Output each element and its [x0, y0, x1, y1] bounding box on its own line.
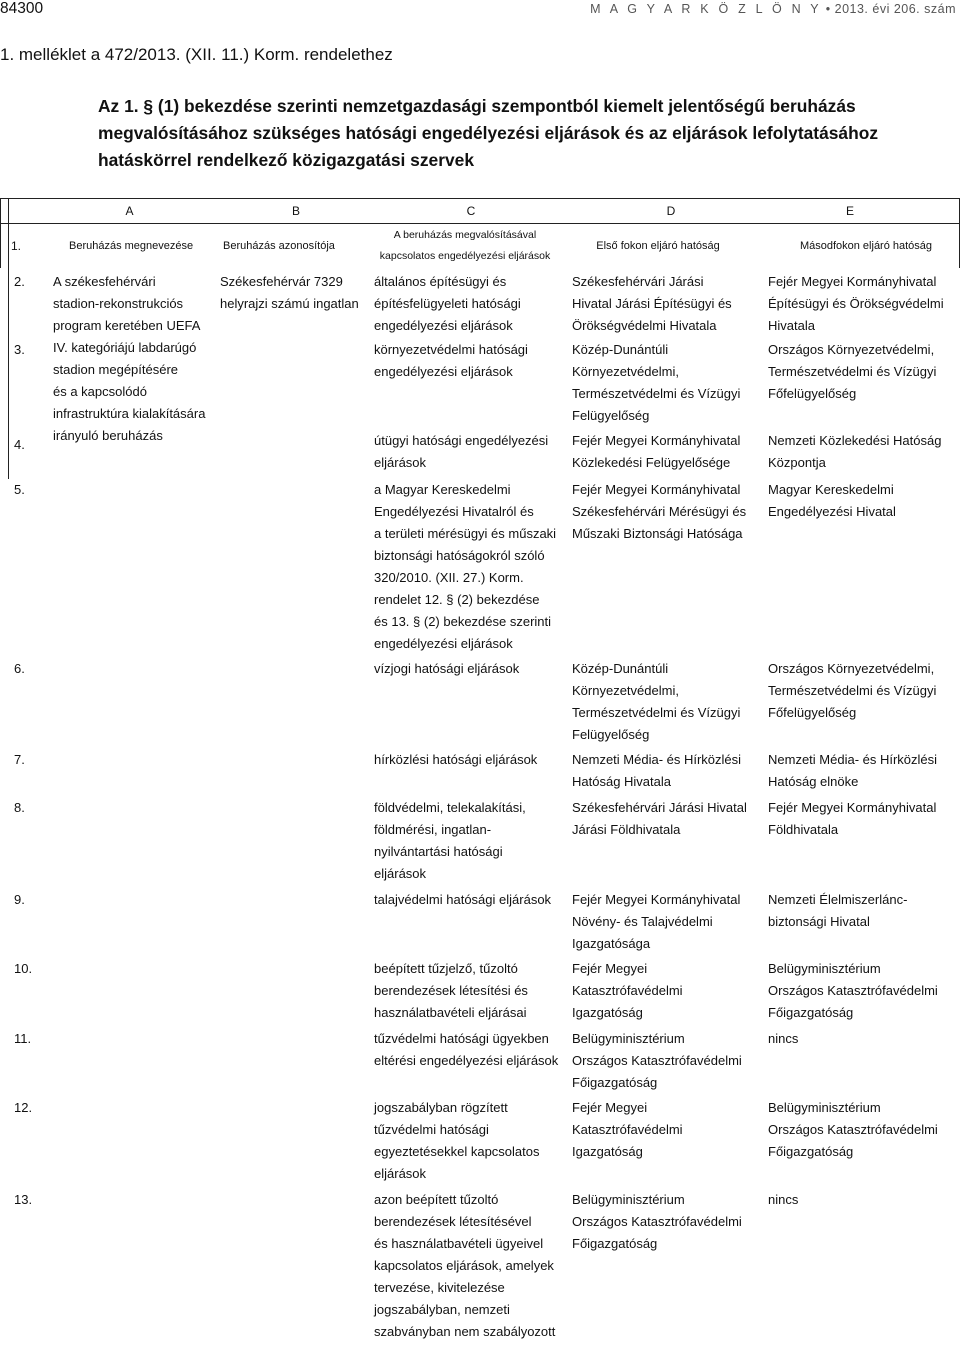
project-name-line: stadion-rekonstrukciós — [53, 296, 184, 311]
first-instance-cell-line: Felügyelőség — [572, 727, 650, 742]
second-instance-cell-line: Magyar Kereskedelmi — [768, 482, 894, 497]
first-instance-cell-line: Természetvédelmi és Vízügyi — [572, 705, 741, 720]
second-instance-cell — [768, 1028, 798, 1050]
row-number: 7. — [14, 752, 25, 767]
procedure-cell-line: rendelet 12. § (2) bekezdése — [374, 592, 540, 607]
procedure-cell-line: szabványban nem szabályozott — [374, 1324, 556, 1339]
second-instance-cell-line: Főigazgatóság — [768, 1144, 854, 1159]
first-instance-cell — [572, 271, 732, 337]
procedure-cell-line: engedélyezési eljárások — [374, 636, 513, 651]
second-instance-cell-line: Építésügyi és Örökségvédelmi — [768, 296, 944, 311]
title-line: Az 1. § (1) bekezdése szerinti nemzetgazdasági szempontból kiemelt jelentőségű beruházás — [98, 96, 856, 116]
procedure-cell-line: útügyi hatósági engedélyezési — [374, 433, 549, 448]
first-instance-cell-line: Székesfehérvári Járási — [572, 274, 704, 289]
first-instance-cell-line: Székesfehérvári Mérésügyi és — [572, 504, 747, 519]
issue-info: • 2013. évi 206. szám — [825, 2, 956, 16]
second-instance-cell-line: Földhivatala — [768, 822, 839, 837]
second-instance-cell-line: Nemzeti Média- és Hírközlési — [768, 752, 938, 767]
second-instance-cell-line: Főigazgatóság — [768, 1005, 854, 1020]
title-line: hatáskörrel rendelkező közigazgatási szervek — [98, 150, 475, 170]
column-letter-b: B — [291, 204, 300, 218]
first-instance-cell-line: Főigazgatóság — [572, 1236, 658, 1251]
title-line: megvalósításához szükséges hatósági engedélyezési eljárások és az eljárások lefolytatásához — [98, 123, 879, 143]
project-name-line: és a kapcsolódó — [53, 384, 147, 399]
second-instance-cell-line: Belügyminisztérium — [768, 961, 881, 976]
second-instance-cell-line: Hivatala — [768, 318, 815, 333]
row-number: 13. — [14, 1192, 33, 1207]
procedure-cell-line: jogszabályban, nemzeti — [374, 1302, 510, 1317]
second-instance-cell — [768, 1097, 938, 1163]
first-instance-cell-line: Székesfehérvári Járási Hivatal — [572, 800, 747, 815]
procedure-cell-line: talajvédelmi hatósági eljárások — [374, 892, 552, 907]
second-instance-cell-line: Természetvédelmi és Vízügyi — [768, 364, 937, 379]
header-procedures-line: kapcsolatos engedélyezési eljárások — [379, 250, 551, 262]
procedure-cell-line: tervezése, kivitelezése — [374, 1280, 505, 1295]
column-letter-d: D — [666, 204, 676, 218]
header-first-instance: Első fokon eljáró hatóság — [596, 240, 720, 252]
row-number: 5. — [14, 482, 25, 497]
row-number: 2. — [14, 274, 25, 289]
first-instance-cell-line: Katasztrófavédelmi — [572, 1122, 683, 1137]
procedure-cell-line: eljárások — [374, 1166, 427, 1181]
procedure-cell-line: nyilvántartási hatósági — [374, 844, 503, 859]
procedure-cell-line: földmérési, ingatlan- — [374, 822, 492, 837]
second-instance-cell-line: Természetvédelmi és Vízügyi — [768, 683, 937, 698]
procedure-cell — [374, 749, 537, 771]
second-instance-cell-line: Nemzeti Közlekedési Hatóság — [768, 433, 942, 448]
second-instance-cell-line: Hatóság elnöke — [768, 774, 859, 789]
row-number: 9. — [14, 892, 25, 907]
second-instance-cell-line: Központja — [768, 455, 826, 470]
second-instance-cell-line: Nemzeti Élelmiszerlánc- — [768, 892, 908, 907]
second-instance-cell — [768, 1189, 798, 1211]
procedure-cell-line: eljárások — [374, 455, 427, 470]
second-instance-cell-line: Engedélyezési Hivatal — [768, 504, 896, 519]
procedure-cell — [374, 958, 528, 1024]
first-instance-cell — [572, 749, 741, 793]
first-instance-cell-line: Belügyminisztérium — [572, 1192, 685, 1207]
procedure-cell-line: biztonsági hatóságokról szóló — [374, 548, 545, 563]
first-instance-cell-line: Hatóság Hivatala — [572, 774, 671, 789]
procedure-cell-line: építésfelügyeleti hatósági — [374, 296, 521, 311]
row-number: 3. — [14, 342, 25, 357]
first-instance-cell-line: Közlekedési Felügyelősége — [572, 455, 731, 470]
first-instance-cell — [572, 430, 740, 474]
first-instance-cell-line: Hivatal Járási Építésügyi és — [572, 296, 732, 311]
procedure-cell-line: beépített tűzjelző, tűzoltó — [374, 961, 518, 976]
procedure-cell-line: engedélyezési eljárások — [374, 318, 513, 333]
second-instance-cell-line: Országos Környezetvédelmi, — [768, 661, 935, 676]
procedure-cell-line: azon beépített tűzoltó — [374, 1192, 499, 1207]
second-instance-cell-line: nincs — [768, 1031, 799, 1046]
first-instance-cell-line: Közép-Dunántúli — [572, 342, 669, 357]
procedure-cell-line: általános építésügyi és — [374, 274, 507, 289]
row-number-divider — [8, 266, 9, 479]
first-instance-cell — [572, 1189, 742, 1255]
procedure-cell-line: és 13. § (2) bekezdése szerinti — [374, 614, 552, 629]
project-id-cell — [220, 271, 359, 315]
row-number: 11. — [14, 1031, 32, 1046]
second-instance-cell-line: Országos Katasztrófavédelmi — [768, 983, 938, 998]
procedure-cell — [374, 430, 548, 474]
first-instance-cell-line: Fejér Megyei — [572, 961, 648, 976]
first-instance-cell-line: Igazgatósága — [572, 936, 651, 951]
first-instance-cell — [572, 958, 683, 1024]
second-instance-cell-line: biztonsági Hivatal — [768, 914, 870, 929]
second-instance-cell — [768, 749, 937, 793]
second-instance-cell — [768, 271, 944, 337]
first-instance-cell-line: Természetvédelmi és Vízügyi — [572, 386, 741, 401]
column-letter-e: E — [845, 204, 854, 218]
publication-name: M A G Y A R K Ö Z L Ö N Y — [590, 2, 822, 16]
running-header — [590, 2, 956, 16]
header-procedures — [371, 224, 559, 268]
second-instance-cell — [768, 430, 941, 474]
first-instance-cell-line: Országos Katasztrófavédelmi — [572, 1214, 742, 1229]
procedure-cell-line: berendezések létesítésével — [374, 1214, 532, 1229]
procedure-cell-line: berendezések létesítési és — [374, 983, 528, 998]
header-procedures-line: A beruházás megvalósításával — [393, 229, 537, 241]
procedure-cell-line: egyeztetésekkel kapcsolatos — [374, 1144, 540, 1159]
second-instance-cell-line: Főfelügyelőség — [768, 705, 857, 720]
project-name-cell — [53, 271, 205, 447]
second-instance-cell — [768, 889, 907, 933]
row-number: 10. — [14, 961, 33, 976]
second-instance-cell-line: Fejér Megyei Kormányhivatal — [768, 274, 937, 289]
row-number: 12. — [14, 1100, 33, 1115]
procedure-cell-line: a területi mérésügyi és műszaki — [374, 526, 557, 541]
first-instance-cell-line: Növény- és Talajvédelmi — [572, 914, 713, 929]
project-name-line: A székesfehérvári — [53, 274, 156, 289]
column-letter-c: C — [466, 204, 476, 218]
first-instance-cell — [572, 658, 740, 746]
procedure-cell-line: jogszabályban rögzített — [374, 1100, 508, 1115]
first-instance-cell — [572, 889, 740, 955]
procedure-cell-line: Engedélyezési Hivatalról és — [374, 504, 534, 519]
first-instance-cell-line: Fejér Megyei Kormányhivatal — [572, 892, 741, 907]
header-row-number: 1. — [11, 239, 22, 253]
second-instance-cell — [768, 958, 938, 1024]
page-number: 84300 — [0, 0, 44, 17]
second-instance-cell-line: nincs — [768, 1192, 799, 1207]
row-number: 8. — [14, 800, 25, 815]
first-instance-cell-line: Fejér Megyei Kormányhivatal — [572, 482, 741, 497]
procedure-cell — [374, 479, 556, 655]
project-id-line: helyrajzi számú ingatlan — [220, 296, 359, 311]
table-header-frame — [0, 198, 960, 268]
first-instance-cell — [572, 339, 740, 427]
first-instance-cell-line: Nemzeti Média- és Hírközlési — [572, 752, 742, 767]
first-instance-cell — [572, 1028, 742, 1094]
first-instance-cell-line: Katasztrófavédelmi — [572, 983, 683, 998]
procedure-cell — [374, 889, 551, 911]
column-letter-a: A — [125, 204, 134, 218]
procedure-cell — [374, 1028, 558, 1072]
second-instance-cell — [768, 797, 936, 841]
project-id-line: Székesfehérvár 7329 — [220, 274, 343, 289]
second-instance-cell-line: Fejér Megyei Kormányhivatal — [768, 800, 937, 815]
row-number: 4. — [14, 437, 25, 452]
procedure-cell-line: tűzvédelmi hatósági ügyekben — [374, 1031, 549, 1046]
procedure-cell-line: eljárások — [374, 866, 427, 881]
first-instance-cell-line: Főigazgatóság — [572, 1075, 658, 1090]
project-name-line: infrastruktúra kialakítására — [53, 406, 206, 421]
project-name-line: IV. kategóriájú labdarúgó — [53, 340, 197, 355]
procedure-cell — [374, 1189, 555, 1343]
second-instance-cell-line: Országos Környezetvédelmi, — [768, 342, 935, 357]
row-number: 6. — [14, 661, 25, 676]
procedure-cell — [374, 658, 519, 680]
header-second-instance: Másodfokon eljáró hatóság — [799, 240, 933, 252]
second-instance-cell-line: Országos Katasztrófavédelmi — [768, 1122, 938, 1137]
procedure-cell-line: és használatbavételi ügyeivel — [374, 1236, 544, 1251]
first-instance-cell-line: Közép-Dunántúli — [572, 661, 669, 676]
first-instance-cell-line: Igazgatóság — [572, 1005, 643, 1020]
project-name-line: stadion megépítésére — [53, 362, 179, 377]
first-instance-cell-line: Országos Katasztrófavédelmi — [572, 1053, 742, 1068]
first-instance-cell — [572, 797, 747, 841]
first-instance-cell-line: Környezetvédelmi, — [572, 683, 679, 698]
project-name-line: program keretében UEFA — [53, 318, 201, 333]
first-instance-cell-line: Felügyelőség — [572, 408, 650, 423]
procedure-cell-line: engedélyezési eljárások — [374, 364, 513, 379]
procedure-cell — [374, 271, 521, 337]
second-instance-cell — [768, 339, 936, 405]
second-instance-cell-line: Belügyminisztérium — [768, 1100, 881, 1115]
procedure-cell — [374, 797, 526, 885]
procedure-cell-line: használatbavételi eljárásai — [374, 1005, 527, 1020]
first-instance-cell-line: Járási Földhivatala — [572, 822, 681, 837]
procedure-cell-line: kapcsolatos eljárások, amelyek — [374, 1258, 554, 1273]
header-project-id: Beruházás azonosítója — [223, 240, 335, 252]
procedure-cell-line: a Magyar Kereskedelmi — [374, 482, 511, 497]
procedure-cell-line: 320/2010. (XII. 27.) Korm. — [374, 570, 524, 585]
first-instance-cell-line: Belügyminisztérium — [572, 1031, 685, 1046]
procedure-cell-line: tűzvédelmi hatósági — [374, 1122, 489, 1137]
second-instance-cell-line: Főfelügyelőség — [768, 386, 857, 401]
header-project-name: Beruházás megnevezése — [69, 240, 194, 252]
document-title — [98, 93, 948, 174]
procedure-cell — [374, 1097, 539, 1185]
procedure-cell-line: eltérési engedélyezési eljárások — [374, 1053, 559, 1068]
first-instance-cell-line: Igazgatóság — [572, 1144, 643, 1159]
annex-label: 1. melléklet a 472/2013. (XII. 11.) Korm. rendelethez — [0, 45, 393, 64]
procedure-cell — [374, 339, 528, 383]
second-instance-cell — [768, 658, 936, 724]
first-instance-cell-line: Műszaki Biztonsági Hatósága — [572, 526, 743, 541]
procedure-cell-line: hírközlési hatósági eljárások — [374, 752, 538, 767]
procedure-cell-line: környezetvédelmi hatósági — [374, 342, 528, 357]
first-instance-cell-line: Környezetvédelmi, — [572, 364, 679, 379]
project-name-line: irányuló beruházás — [53, 428, 163, 443]
procedure-cell-line: földvédelmi, telekalakítási, — [374, 800, 526, 815]
second-instance-cell — [768, 479, 896, 523]
procedure-cell-line: vízjogi hatósági eljárások — [374, 661, 520, 676]
first-instance-cell — [572, 479, 746, 545]
first-instance-cell-line: Fejér Megyei — [572, 1100, 648, 1115]
first-instance-cell-line: Örökségvédelmi Hivatala — [572, 318, 717, 333]
first-instance-cell-line: Fejér Megyei Kormányhivatal — [572, 433, 741, 448]
first-instance-cell — [572, 1097, 683, 1163]
